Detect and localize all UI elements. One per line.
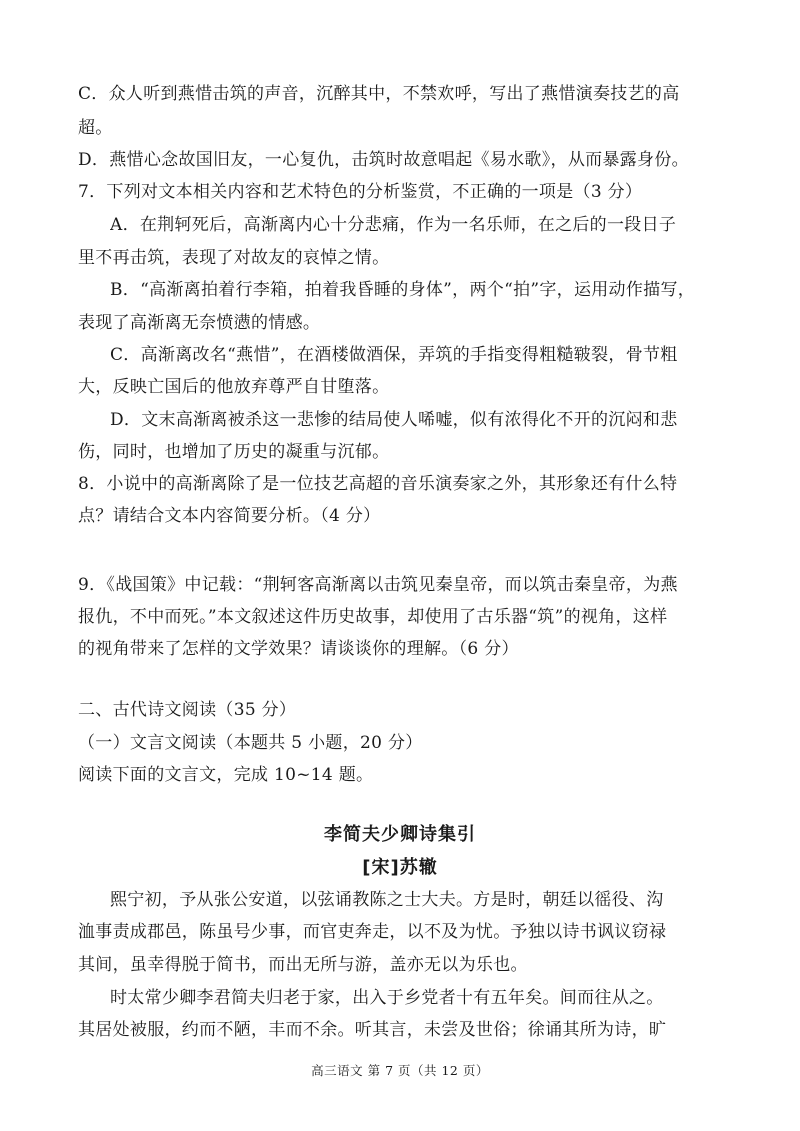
page-footer: 高三语文 第 7 页（共 12 页） — [311, 1063, 489, 1078]
q7-option-a-line2: 里不再击筑，表现了对故友的哀悼之情。 — [78, 248, 390, 268]
passage-p1-line2: 洫事责成郡邑，陈虽号少事，而官吏奔走，以不及为忧。予独以诗书讽议窃禄 — [78, 922, 667, 942]
q9-line1: 9．《战国策》中记载：“荆轲客高渐离以击筑见秦皇帝，而以筑击秦皇帝，为燕 — [78, 575, 678, 595]
passage-p2-line2: 其居处被服，约而不陋，丰而不余。听其言，未尝及世俗；徐诵其所为诗，旷 — [78, 1020, 667, 1040]
q7-option-b-line1: B．“高渐离拍着行李箱，拍着我昏睡的身体”，两个“拍”字，运用动作描写， — [110, 280, 696, 300]
q7-option-d-line2: 伤，同时，也增加了历史的凝重与沉郁。 — [78, 442, 390, 462]
passage-p1-line1: 熙宁初，予从张公安道，以弦诵教陈之士大夫。方是时，朝廷以徭役、沟 — [110, 890, 664, 910]
q7-option-c-line1: C．高渐离改名“燕惜”，在酒楼做酒保，弄筑的手指变得粗糙皲裂，骨节粗 — [110, 345, 678, 365]
q8-line1: 8．小说中的高渐离除了是一位技艺高超的音乐演奏家之外，其形象还有什么特 — [78, 474, 678, 494]
q8-line2: 点？请结合文本内容简要分析。（4 分） — [78, 506, 381, 526]
q7-option-c-line2: 大，反映亡国后的他放弃尊严自甘堕落。 — [78, 377, 390, 397]
section2-sub-heading: （一）文言文阅读（本题共 5 小题，20 分） — [78, 733, 423, 753]
section2-instruction: 阅读下面的文言文，完成 10~14 题。 — [78, 765, 374, 785]
passage-title: 李简夫少卿诗集引 — [324, 824, 476, 845]
passage-p1-line3: 其间，虽幸得脱于简书，而出无所与游，盖亦无以为乐也。 — [78, 955, 528, 975]
q9-line3: 的视角带来了怎样的文学效果？请谈谈你的理解。（6 分） — [78, 639, 519, 659]
q7-option-a-line1: A．在荆轲死后，高渐离内心十分悲痛，作为一名乐师，在之后的一段日子 — [110, 215, 677, 235]
q6-option-c-line2: 超。 — [78, 118, 113, 138]
section2-heading: 二、古代诗文阅读（35 分） — [78, 700, 297, 720]
q6-option-d-line1: D．燕惜心念故国旧友，一心复仇，击筑时故意唱起《易水歌》，从而暴露身份。 — [78, 150, 689, 170]
q6-option-c-line1: C．众人听到燕惜击筑的声音，沉醉其中，不禁欢呼，写出了燕惜演奏技艺的高 — [78, 84, 680, 104]
q7-stem: 7．下列对文本相关内容和艺术特色的分析鉴赏，不正确的一项是（3 分） — [78, 182, 643, 202]
passage-p2-line1: 时太常少卿李君简夫归老于家，出入于乡党者十有五年矣。间而往从之。 — [110, 988, 664, 1008]
q7-option-d-line1: D．文末高渐离被杀这一悲惨的结局使人唏嘘，似有浓得化不开的沉闷和悲 — [110, 410, 678, 430]
q9-line2: 报仇，不中而死。”本文叙述这件历史故事，却使用了古乐器“筑”的视角，这样 — [78, 607, 668, 627]
q7-option-b-line2: 表现了高渐离无奈愤懑的情感。 — [78, 313, 321, 333]
passage-author: [宋]苏辙 — [362, 857, 438, 878]
